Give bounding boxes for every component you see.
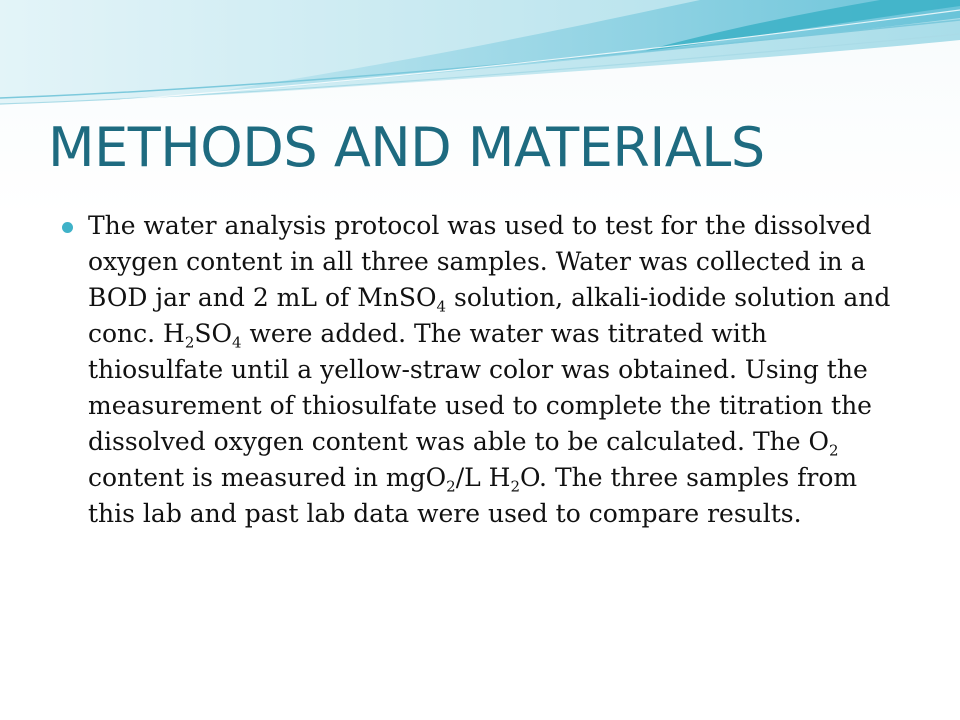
bullet-text-segment: content is measured in mgO bbox=[88, 463, 447, 492]
bullet-text bbox=[88, 211, 890, 528]
subscript: 2 bbox=[446, 477, 456, 496]
subscript: 2 bbox=[184, 333, 195, 352]
decorative-wave-header bbox=[0, 0, 960, 120]
subscript: 4 bbox=[232, 333, 242, 352]
bullet-list bbox=[62, 208, 898, 532]
subscript: 4 bbox=[436, 297, 447, 316]
bullet-text-segment: The water analysis protocol was used to test for the dissolved oxygen content in all three samples. Water was collected in a BOD jar and 2 mL of MnSO bbox=[88, 211, 872, 312]
bullet-text-segment: O. The three samples from this lab and past lab data were used to compare results. bbox=[88, 463, 858, 528]
bullet-item bbox=[62, 208, 898, 532]
bullet-text-segment: were added. The water was titrated with thiosulfate until a yellow-straw color was obtained. Using the measurement of thiosulfate used to complete the titration the dissolved oxygen content was able to be calculated. The O bbox=[88, 319, 872, 456]
bullet-text-segment: solution, alkali-iodide solution and conc. H bbox=[88, 283, 891, 348]
bullet-text-segment: /L H bbox=[455, 463, 511, 492]
bullet-dot-icon bbox=[62, 222, 73, 233]
bullet-text-segment: SO bbox=[194, 319, 233, 348]
subscript: 2 bbox=[828, 441, 839, 460]
slide-title: METHODS AND MATERIALS bbox=[48, 116, 765, 179]
subscript: 2 bbox=[510, 477, 521, 496]
